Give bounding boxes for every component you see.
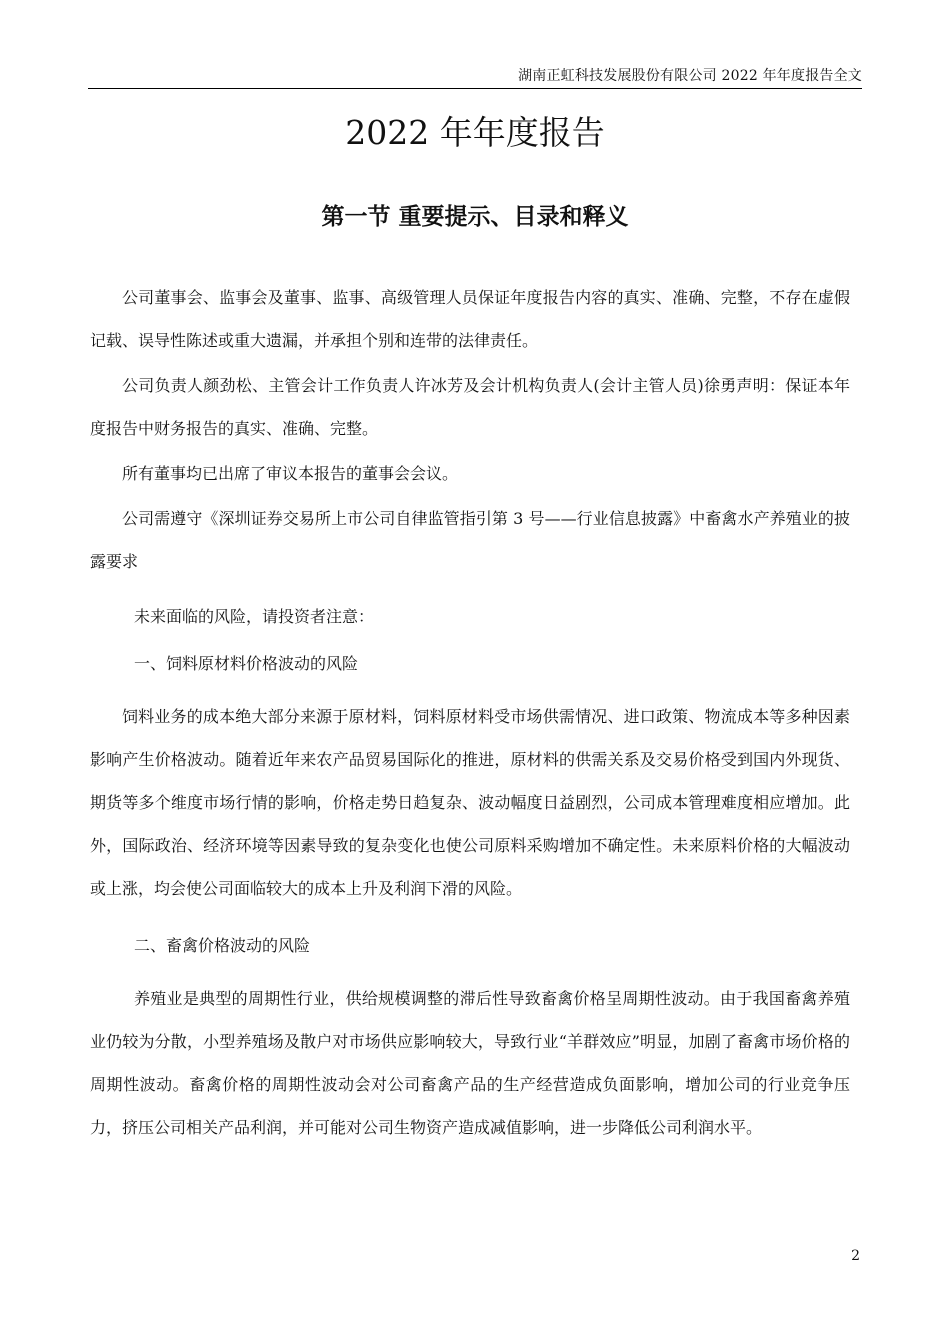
report-title: 2022 年年度报告: [345, 113, 605, 152]
header-rule: [88, 88, 862, 89]
risk-heading-1: 一、饲料原材料价格波动的风险: [134, 654, 359, 673]
section-title: 第一节 重要提示、目录和释义: [321, 203, 629, 230]
notice-paragraph-3: 所有董事均已出席了审议本报告的董事会会议。: [122, 464, 459, 483]
risk-body-1: 饲料业务的成本绝大部分来源于原材料，饲料原材料受市场供需情况、进口政策、物流成本等多种因素影响产生价格波动。随着近年来农产品贸易国际化的推进，原材料的供需关系及交易价格受到国内外现货、期货等多个维度市场行情的影响，价格走势日趋复杂、波动幅度日益剧烈，公司成本管理难度相应增加。此外，国际政治、经济环境等因素导致的复杂变化也使公司原料采购增加不确定性。未来原料价格的大幅波动或上涨，均会使公司面临较大的成本上升及利润下滑的风险。: [90, 707, 850, 898]
notice-paragraph-2: 公司负责人颜劲松、主管会计工作负责人许冰芳及会计机构负责人(会计主管人员)徐勇声明：保证本年度报告中财务报告的真实、准确、完整。: [90, 376, 850, 438]
risk-body-2: 养殖业是典型的周期性行业，供给规模调整的滞后性导致畜禽价格呈周期性波动。由于我国畜禽养殖业仍较为分散，小型养殖场及散户对市场供应影响较大，导致行业“羊群效应”明显，加剧了畜禽市场价格的周期性波动。畜禽价格的周期性波动会对公司畜禽产品的生产经营造成负面影响，增加公司的行业竞争压力，挤压公司相关产品利润，并可能对公司生物资产造成减值影响，进一步降低公司利润水平。: [90, 989, 850, 1137]
running-header: 湖南正虹科技发展股份有限公司 2022 年年度报告全文: [518, 68, 862, 84]
risk-heading-2: 二、畜禽价格波动的风险: [134, 936, 311, 955]
notice-paragraph-4: 公司需遵守《深圳证券交易所上市公司自律监管指引第 3 号——行业信息披露》中畜禽水产养殖业的披露要求: [90, 509, 850, 571]
risk-intro: 未来面临的风险，请投资者注意：: [134, 607, 375, 626]
page-number: 2: [851, 1248, 860, 1264]
notice-paragraph-1: 公司董事会、监事会及董事、监事、高级管理人员保证年度报告内容的真实、准确、完整，不存在虚假记载、误导性陈述或重大遗漏，并承担个别和连带的法律责任。: [90, 288, 850, 350]
document-body: [90, 276, 850, 1163]
